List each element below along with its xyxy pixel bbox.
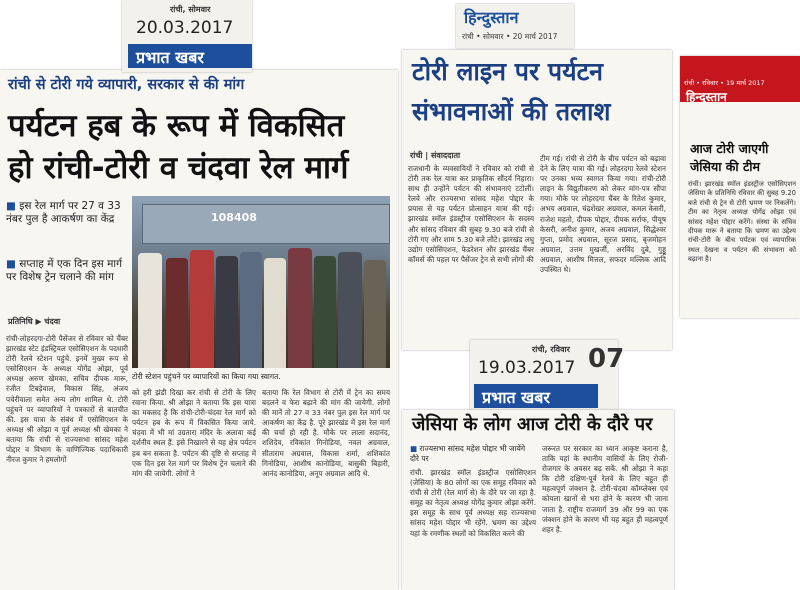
clip1-body-col3: बताया कि रेल विभाग से टोरी में ट्रेन का समय बदलने व फेरा बढ़ाने की मांग की जायेगी. लोगों की मानें तो 27 व 33 नंबर पुल इस रेल मार्ग पर आकर्षण का केंद्र है. पूरे झारखंड में इस रेल मार्ग की चर्चा हो रही है. मौके पर लाला सदानंद, शशिदेव, रविकांत गिनोडिया, नवल अग्रवाल, सीताराम अग्रवाल, विकास शर्मा, शशिकांत गिनोडिया, आशीष कानोडिया, बासुकी बिहारी, आनंद कानोडिया, अनूप अग्रवाल आदि थे. [262, 388, 390, 478]
clip4-headline-line2: जेसिया की टीम [690, 159, 761, 174]
clip4-body: रांची। झारखंड स्मॉल इंडस्ट्रीज एसोसिएशन जेसिया के प्रतिनिधि रविवार की सुबह 9.20 बजे रांची से ट्रेन से टोरी भ्रमण पर निकलेंगे। टीम का नेतृत्व अध्यक्ष योगेंद्र ओझा एवं सांसद महेश पोद्दार करेंगे। संस्था के सचिव दीपक मारू ने बताया कि भ्रमण का उद्देश्य रांची-टोरी के बीच पर्यटक एवं व्यापारिक स्थल देखना व पर्यटन की संभावना को बढ़ाना है। [688, 180, 796, 264]
clip4-masthead [680, 56, 800, 102]
clip2-headline-line1: टोरी लाइन पर पर्यटन [412, 57, 604, 86]
person [314, 256, 336, 368]
clip2-place-date: रांची • सोमवार • 20 मार्च 2017 [462, 32, 558, 41]
clip1-dateline-tab [122, 0, 252, 72]
clip3-paper-name: प्रभात खबर [482, 388, 550, 407]
clip1-masthead [128, 44, 252, 68]
clip-hindustan-19-03 [680, 56, 800, 318]
clip1-bullet-2: ■ सप्ताह में एक दिन इस मार्ग पर विशेष ट्रेन चलाने की मांग [6, 258, 123, 283]
clip3-place-day: रांची, रविवार [532, 345, 570, 354]
bullet-square-icon: ■ [6, 258, 20, 270]
clip1-photo-traders-at-tori [132, 196, 390, 368]
clip1-paper-name: प्रभात खबर [136, 48, 204, 67]
person [264, 258, 286, 368]
clip1-bullet-1: ■ इस रेल मार्ग पर 27 व 33 नंबर पुल है आकर्षण का केंद्र [6, 200, 121, 225]
clip-prabhat-19-03 [402, 410, 674, 590]
train-coach [142, 204, 390, 244]
person [216, 256, 238, 368]
clip1-kicker: रांची से टोरी गये व्यापारी, सरकार से की मांग [8, 77, 245, 93]
person [138, 253, 162, 368]
clip3-date: 19.03.2017 [478, 358, 576, 378]
clip4-headline-line1: आज टोरी जाएगी [690, 141, 769, 156]
clip3-dateline-tab [470, 340, 625, 410]
clip4-place-date: रांची • रविवार • 19 मार्च 2017 [684, 79, 765, 87]
bullet-square-icon: ■ [410, 444, 420, 453]
person [190, 250, 214, 368]
person [240, 252, 262, 368]
clip2-dateline: रांची | संवाददाता [410, 151, 461, 160]
person [338, 252, 362, 368]
clip1-place-day: रांची, सोमवार [170, 5, 211, 14]
clip1-dateline: प्रतिनिधि ▶ चंदवा [8, 317, 61, 326]
clip1-photo-caption: टोरी स्टेशन पहुंचने पर व्यापारियों का किया गया स्वागत. [132, 372, 281, 381]
clip1-body-col2: को हरी झंडी दिखा कर रांची से टोरी के लिए रवाना किया. श्री ओझा ने बताया कि इस यात्रा का मकसद है कि रांची-टोरी-चंदवा रेल मार्ग को पर्यटन हब के रूप में विकसित किया जाये. चंदवा में भी मां उग्रतारा मंदिर के अलावा कई दर्शनीय स्थल हैं. इसे निखारने से यह क्षेत्र पर्यटन हब बन सकता है. पर्यटन की दृष्टि से सप्ताह में एक दिन इस रेल मार्ग पर विशेष ट्रेन चलाने की मांग की जायेगी. लोगों ने [132, 388, 256, 478]
clip2-body-col2: टीम गई। रांची से टोरी के बीच पर्यटन को बढ़ावा देने के लिए यात्रा की गई। लोहरदगा रेलवे स्टेशन पर उनका भव्य स्वागत किया गया। रांची-टोरी लाइन के विद्युतीकरण को लेकर मांग-पत्र सौंपा गया। मौके पर लोहरदगा चैंबर के रितेश कुमार, अभय अग्रवाल, चंद्रशेखर अग्रवाल, कमल केसरी, राजेश महतो, दीपक पोद्दार, दीपक सर्राफ, पीयूष केसरी, अनीश कुमार, अजय अग्रवाल, सिद्धेश्वर गुप्ता, प्रमोद अग्रवाल, सूरज प्रसाद, बृजमोहन अग्रवाल, उत्तम मुखर्जी, अरविंद दुबे, गुड्डू अग्रवाल, आशीष मित्तल, सफदर मल्लिक आदि उपस्थित थे। [540, 154, 666, 275]
person [364, 260, 386, 368]
train-number: 108408 [211, 211, 257, 224]
clip2-body-col1: राजधानी के व्यवसायियों ने रविवार को रांची से टोरी तक रेल यात्रा कर प्राकृतिक सौंदर्य निहारा। साथ ही उन्होंने पर्यटन की संभावनाएं टटोलीं। रेलवे और राज्यसभा सांसद महेश पोद्दार के प्रयास से यह पर्यटन प्रोत्साहन यात्रा की गई। झारखंड स्मॉल इंडस्ट्रीज एसोसिएशन के सदस्य और सांसद रविवार की सुबह 9.30 बजे रांची से टोरी गए और शाम 5.30 बजे लौटे। झारखंड लघु उद्योग एसोसिएशन, फेडरेशन और झारखंड चैंबर कॉमर्स की पहल पर पैसेंजर ट्रेन से सभी लोगों की [408, 164, 534, 264]
clip2-headline-line2: संभावनाओं की तलाश [412, 97, 611, 126]
clip1-date: 20.03.2017 [136, 18, 234, 38]
clip1-headline-line1: पर्यटन हब के रूप में विकसित [8, 108, 345, 144]
clip3-page-number: 07 [588, 344, 625, 374]
bullet-square-icon: ■ [6, 200, 20, 212]
clip3-masthead [474, 384, 598, 408]
clip2-paper-name: हिन्दुस्तान [464, 8, 519, 27]
clip1-body-col1: रांची-लोहरदगा-टोरी पैसेंजर से रविवार को चैंबर झारखंड स्टेट इंडस्ट्रियल एसोसिएशन के पदधारी टोरी रेलवे स्टेशन पहुंचे. इनमें मुख्य रूप से एसोसिएशन के अध्यक्ष योगेंद्र ओझा, पूर्व अध्यक्ष अरुण खेमका, सचिव दीपक मारू, रंजीत टिबड़ेवाल, विकास सिंह, अंजय पचेरीवाला समेत अन्य लोग शामिल थे. टोरी पहुंचने पर व्यापारियों ने पत्रकारों से बातचीत की. इस यात्रा के संबंध में एसोसिएशन के अध्यक्ष श्री ओझा व पूर्व अध्यक्ष श्री खेमका ने बताया कि रांची से राज्यसभा सांसद महेश पोद्दार व विभाग के वाणिज्यिक पदाधिकारी नीरज कुमार ने हमलोगों [6, 334, 128, 465]
person [166, 258, 188, 368]
clip1-headline-line2: हो रांची-टोरी व चंदवा रेल मार्ग [8, 150, 349, 186]
clip4-paper-name: हिन्दुस्तान [686, 90, 727, 104]
clip2-masthead [456, 4, 574, 48]
clip3-body-col1: रांची. झारखंड स्मॉल इंडस्ट्रीज एसोसिएशन (जेसिया) के 80 लोगों का एक समूह रविवार को रांची से टोरी (रेल मार्ग से) के दौरे पर जा रहा है. समूह का नेतृत्व अध्यक्ष योगेंद्र कुमार ओझा करेंगे. इस समूह के साथ पूर्व अध्यक्ष सह राज्यसभा सांसद महेश पोद्दार भी रहेंगे. भ्रमण का उद्देश्य यहां के रमणीक स्थलों को विकसित करने की [410, 468, 536, 538]
clip3-headline: जेसिया के लोग आज टोरी के दौरे पर [412, 414, 653, 435]
person [288, 248, 312, 368]
clip3-bullet: ■ राज्यसभा सांसद महेश पोद्दार भी जायेंगे दौरे पर [410, 444, 526, 463]
clip3-body-col2: जरूरत पर सरकार का ध्यान आकृष्ट कराना है, ताकि यहां के स्थानीय वासियों के लिए रोजी-रोजगार के अवसर बढ़ सकें. श्री ओझा ने कहा कि टोरी दक्षिण-पूर्व रेलवे के लिए बहुत ही महत्वपूर्ण जंक्शन है. टोरी-चंदवा कॉम्प्लेक्स एवं कोयला खानों से भरा होने के कारण भी जाना जाता है. राष्ट्रीय राजमार्ग 39 और 99 का एक जंक्शन होने के कारण भी यह बहुत ही महत्वपूर्ण शहर है. [542, 444, 668, 534]
clip-hindustan-20-03 [402, 50, 672, 350]
